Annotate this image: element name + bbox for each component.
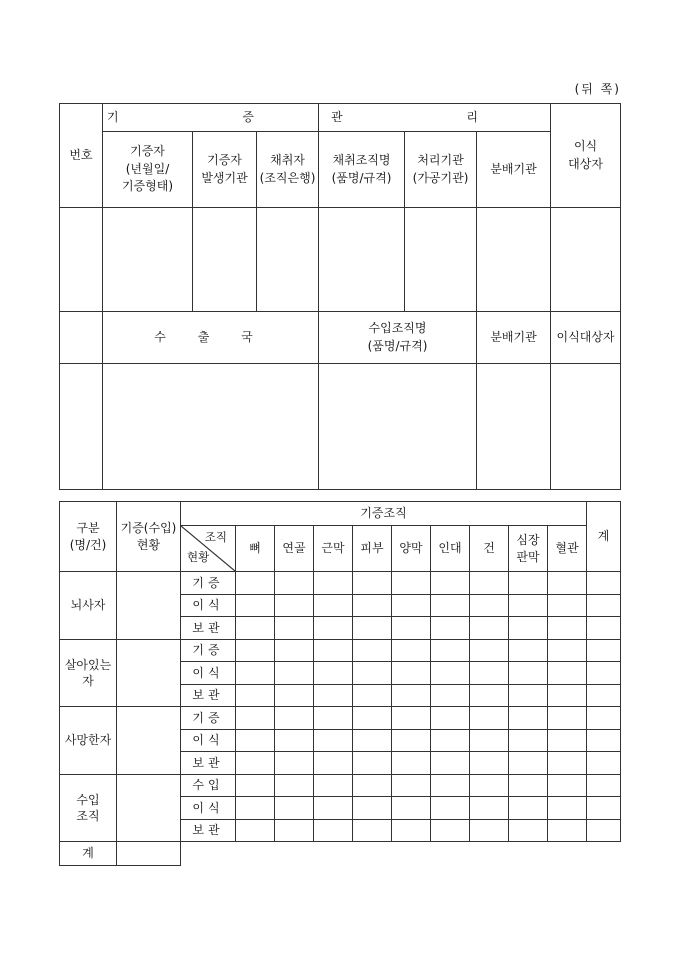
table-cell[interactable] (392, 752, 431, 775)
table-cell[interactable] (236, 797, 275, 820)
table-cell[interactable] (353, 639, 392, 662)
table-cell[interactable] (587, 774, 621, 797)
table-cell[interactable] (275, 594, 314, 617)
table-cell[interactable] (392, 684, 431, 707)
import-distribution-header: 분배기관 (477, 312, 551, 364)
table-cell[interactable] (353, 819, 392, 842)
table-cell[interactable] (275, 572, 314, 595)
table-cell[interactable] (353, 729, 392, 752)
table-cell[interactable] (392, 594, 431, 617)
table-cell[interactable] (314, 594, 353, 617)
table-cell[interactable] (353, 572, 392, 595)
table-cell[interactable] (431, 639, 470, 662)
recipient-header: 이식 대상자 (551, 104, 621, 208)
group-status-cell[interactable] (117, 774, 181, 842)
tissue-col-header: 연골 (275, 526, 314, 572)
table-cell[interactable] (470, 707, 509, 730)
table-cell[interactable] (470, 572, 509, 595)
table-cell[interactable] (353, 752, 392, 775)
table-cell[interactable] (587, 707, 621, 730)
table-cell[interactable] (509, 639, 548, 662)
row-type-label: 보관 (181, 617, 236, 640)
table-cell[interactable] (431, 662, 470, 685)
tissue-col-header: 심장 판막 (509, 526, 548, 572)
table-cell[interactable] (548, 797, 587, 820)
table-cell[interactable] (392, 662, 431, 685)
grand-total-value[interactable] (117, 842, 181, 866)
processing-agency-header: 처리기관 (가공기관) (405, 132, 477, 208)
table-cell[interactable] (314, 729, 353, 752)
donation-entry-row (60, 208, 621, 312)
table-cell[interactable] (392, 774, 431, 797)
table-cell[interactable] (236, 684, 275, 707)
table-cell[interactable] (236, 707, 275, 730)
tissue-col-header: 피부 (353, 526, 392, 572)
tissue-col-header: 혈관 (548, 526, 587, 572)
row-type-label: 보관 (181, 819, 236, 842)
table-cell[interactable] (509, 662, 548, 685)
table-cell[interactable] (509, 752, 548, 775)
table-cell[interactable] (548, 662, 587, 685)
table-cell[interactable] (431, 752, 470, 775)
table-cell[interactable] (587, 819, 621, 842)
table-cell[interactable] (587, 617, 621, 640)
table-cell[interactable] (392, 729, 431, 752)
table-cell[interactable] (509, 684, 548, 707)
import-entry-row (60, 364, 621, 490)
table-cell[interactable] (314, 684, 353, 707)
table-cell[interactable] (509, 594, 548, 617)
tissue-col-header: 양막 (392, 526, 431, 572)
table-cell[interactable] (548, 819, 587, 842)
table-cell[interactable] (509, 707, 548, 730)
table-cell[interactable] (509, 819, 548, 842)
table-cell[interactable] (314, 572, 353, 595)
row-type-label: 이식 (181, 594, 236, 617)
table-cell[interactable] (392, 617, 431, 640)
table-cell[interactable] (236, 639, 275, 662)
table-cell[interactable] (548, 752, 587, 775)
row-type-label: 수입 (181, 774, 236, 797)
table-cell[interactable] (548, 572, 587, 595)
group-label: 뇌사자 (60, 572, 117, 640)
table-cell[interactable] (314, 752, 353, 775)
group-status-cell[interactable] (117, 572, 181, 640)
table-cell[interactable] (509, 797, 548, 820)
import-tissue-header: 수입조직명 (품명/규격) (319, 312, 477, 364)
table-cell[interactable] (431, 707, 470, 730)
table-cell[interactable] (314, 662, 353, 685)
table-cell[interactable] (236, 662, 275, 685)
table-cell[interactable] (587, 752, 621, 775)
total-column-header: 계 (587, 502, 621, 572)
table-cell[interactable] (236, 594, 275, 617)
table-cell[interactable] (236, 617, 275, 640)
table-row (60, 572, 621, 595)
table-cell[interactable] (314, 707, 353, 730)
table-cell[interactable] (470, 617, 509, 640)
group-label: 수입 조직 (60, 774, 117, 842)
table-cell[interactable] (587, 684, 621, 707)
table-cell[interactable] (275, 707, 314, 730)
table-cell[interactable] (548, 639, 587, 662)
table-cell[interactable] (470, 729, 509, 752)
table-cell[interactable] (509, 774, 548, 797)
row-type-label: 이식 (181, 662, 236, 685)
table-cell[interactable] (236, 774, 275, 797)
donor-institution-header: 기증자 발생기관 (193, 132, 257, 208)
table-row (60, 774, 621, 797)
table-cell[interactable] (470, 684, 509, 707)
table-cell[interactable] (470, 639, 509, 662)
tissue-col-header: 근막 (314, 526, 353, 572)
table-cell[interactable] (431, 729, 470, 752)
table-cell[interactable] (275, 639, 314, 662)
table-cell[interactable] (314, 639, 353, 662)
table-cell[interactable] (548, 774, 587, 797)
table-cell[interactable] (353, 774, 392, 797)
distribution-agency-header: 분배기관 (477, 132, 551, 208)
table-cell[interactable] (470, 594, 509, 617)
diagonal-top-label: 조직 (204, 530, 227, 544)
table-cell[interactable] (275, 684, 314, 707)
page-side-note: (뒤 쪽) (574, 82, 621, 96)
table-cell[interactable] (509, 617, 548, 640)
tissue-col-header: 인대 (431, 526, 470, 572)
table-cell[interactable] (353, 594, 392, 617)
donation-import-status-header: 기증(수입) 현황 (117, 502, 181, 572)
table-cell[interactable] (275, 729, 314, 752)
donated-tissue-group-header: 기증조직 (181, 502, 587, 526)
table-cell[interactable] (548, 707, 587, 730)
table-cell[interactable] (431, 797, 470, 820)
table-cell[interactable] (236, 819, 275, 842)
table-cell[interactable] (431, 617, 470, 640)
row-type-label: 이식 (181, 729, 236, 752)
table-cell[interactable] (392, 797, 431, 820)
row-type-label: 기증 (181, 572, 236, 595)
donor-date-type-header: 기증자 (년월일/ 기증형태) (103, 132, 193, 208)
table-cell[interactable] (548, 729, 587, 752)
group-status-cell[interactable] (117, 707, 181, 775)
table-cell[interactable] (275, 662, 314, 685)
category-header: 구분 (명/건) (60, 502, 117, 572)
table-cell[interactable] (470, 662, 509, 685)
management-group-header: 관 리 (319, 104, 551, 132)
table-row (60, 707, 621, 730)
table-row (60, 639, 621, 662)
table-cell[interactable] (236, 572, 275, 595)
tissue-name-header: 채취조직명 (품명/규격) (319, 132, 405, 208)
table-cell[interactable] (509, 729, 548, 752)
row-type-label: 보관 (181, 684, 236, 707)
table-cell[interactable] (314, 797, 353, 820)
row-type-label: 기증 (181, 707, 236, 730)
row-type-label: 보관 (181, 752, 236, 775)
import-recipient-header: 이식대상자 (551, 312, 621, 364)
table-cell[interactable] (587, 797, 621, 820)
row-type-label: 이식 (181, 797, 236, 820)
table-cell[interactable] (275, 752, 314, 775)
diagonal-bottom-label: 현황 (187, 550, 210, 565)
table-cell[interactable] (314, 774, 353, 797)
tissue-col-header: 건 (470, 526, 509, 572)
table-cell[interactable] (548, 617, 587, 640)
table-cell[interactable] (587, 594, 621, 617)
row-type-label: 기증 (181, 639, 236, 662)
table-cell[interactable] (470, 752, 509, 775)
table-cell[interactable] (353, 684, 392, 707)
collector-header: 채취자 (조직은행) (257, 132, 319, 208)
table-cell[interactable] (470, 819, 509, 842)
table-cell[interactable] (431, 572, 470, 595)
table-cell[interactable] (353, 797, 392, 820)
donation-management-table (59, 103, 621, 490)
table-cell[interactable] (236, 752, 275, 775)
table-cell[interactable] (314, 819, 353, 842)
table-cell[interactable] (587, 639, 621, 662)
table-cell[interactable] (431, 684, 470, 707)
table-cell[interactable] (548, 684, 587, 707)
table-cell[interactable] (587, 662, 621, 685)
table-cell[interactable] (587, 729, 621, 752)
table-cell[interactable] (275, 617, 314, 640)
table-cell[interactable] (353, 617, 392, 640)
group-status-cell[interactable] (117, 639, 181, 707)
grand-total-label: 계 (60, 842, 117, 866)
table-cell[interactable] (275, 774, 314, 797)
tissue-status-table (59, 501, 621, 866)
table-cell[interactable] (548, 594, 587, 617)
table-cell[interactable] (353, 662, 392, 685)
table-cell[interactable] (431, 774, 470, 797)
group-label: 사망한자 (60, 707, 117, 775)
table-cell[interactable] (353, 707, 392, 730)
table-cell[interactable] (236, 729, 275, 752)
donation-group-header: 기 증 (103, 104, 319, 132)
table-cell[interactable] (392, 707, 431, 730)
table-cell[interactable] (470, 774, 509, 797)
group-label: 살아있는자 (60, 639, 117, 707)
table-cell[interactable] (392, 639, 431, 662)
number-header: 번호 (60, 104, 103, 208)
tissue-col-header: 뼈 (236, 526, 275, 572)
export-country-header: 수 출 국 (103, 312, 319, 364)
table-cell[interactable] (275, 797, 314, 820)
tissue-status-diagonal-header (181, 526, 236, 572)
table-cell[interactable] (431, 819, 470, 842)
table-cell[interactable] (314, 617, 353, 640)
table-cell[interactable] (509, 572, 548, 595)
table-cell[interactable] (431, 594, 470, 617)
table-cell[interactable] (392, 819, 431, 842)
table-cell[interactable] (470, 797, 509, 820)
table-cell[interactable] (587, 572, 621, 595)
table-cell[interactable] (275, 819, 314, 842)
table-cell[interactable] (392, 572, 431, 595)
